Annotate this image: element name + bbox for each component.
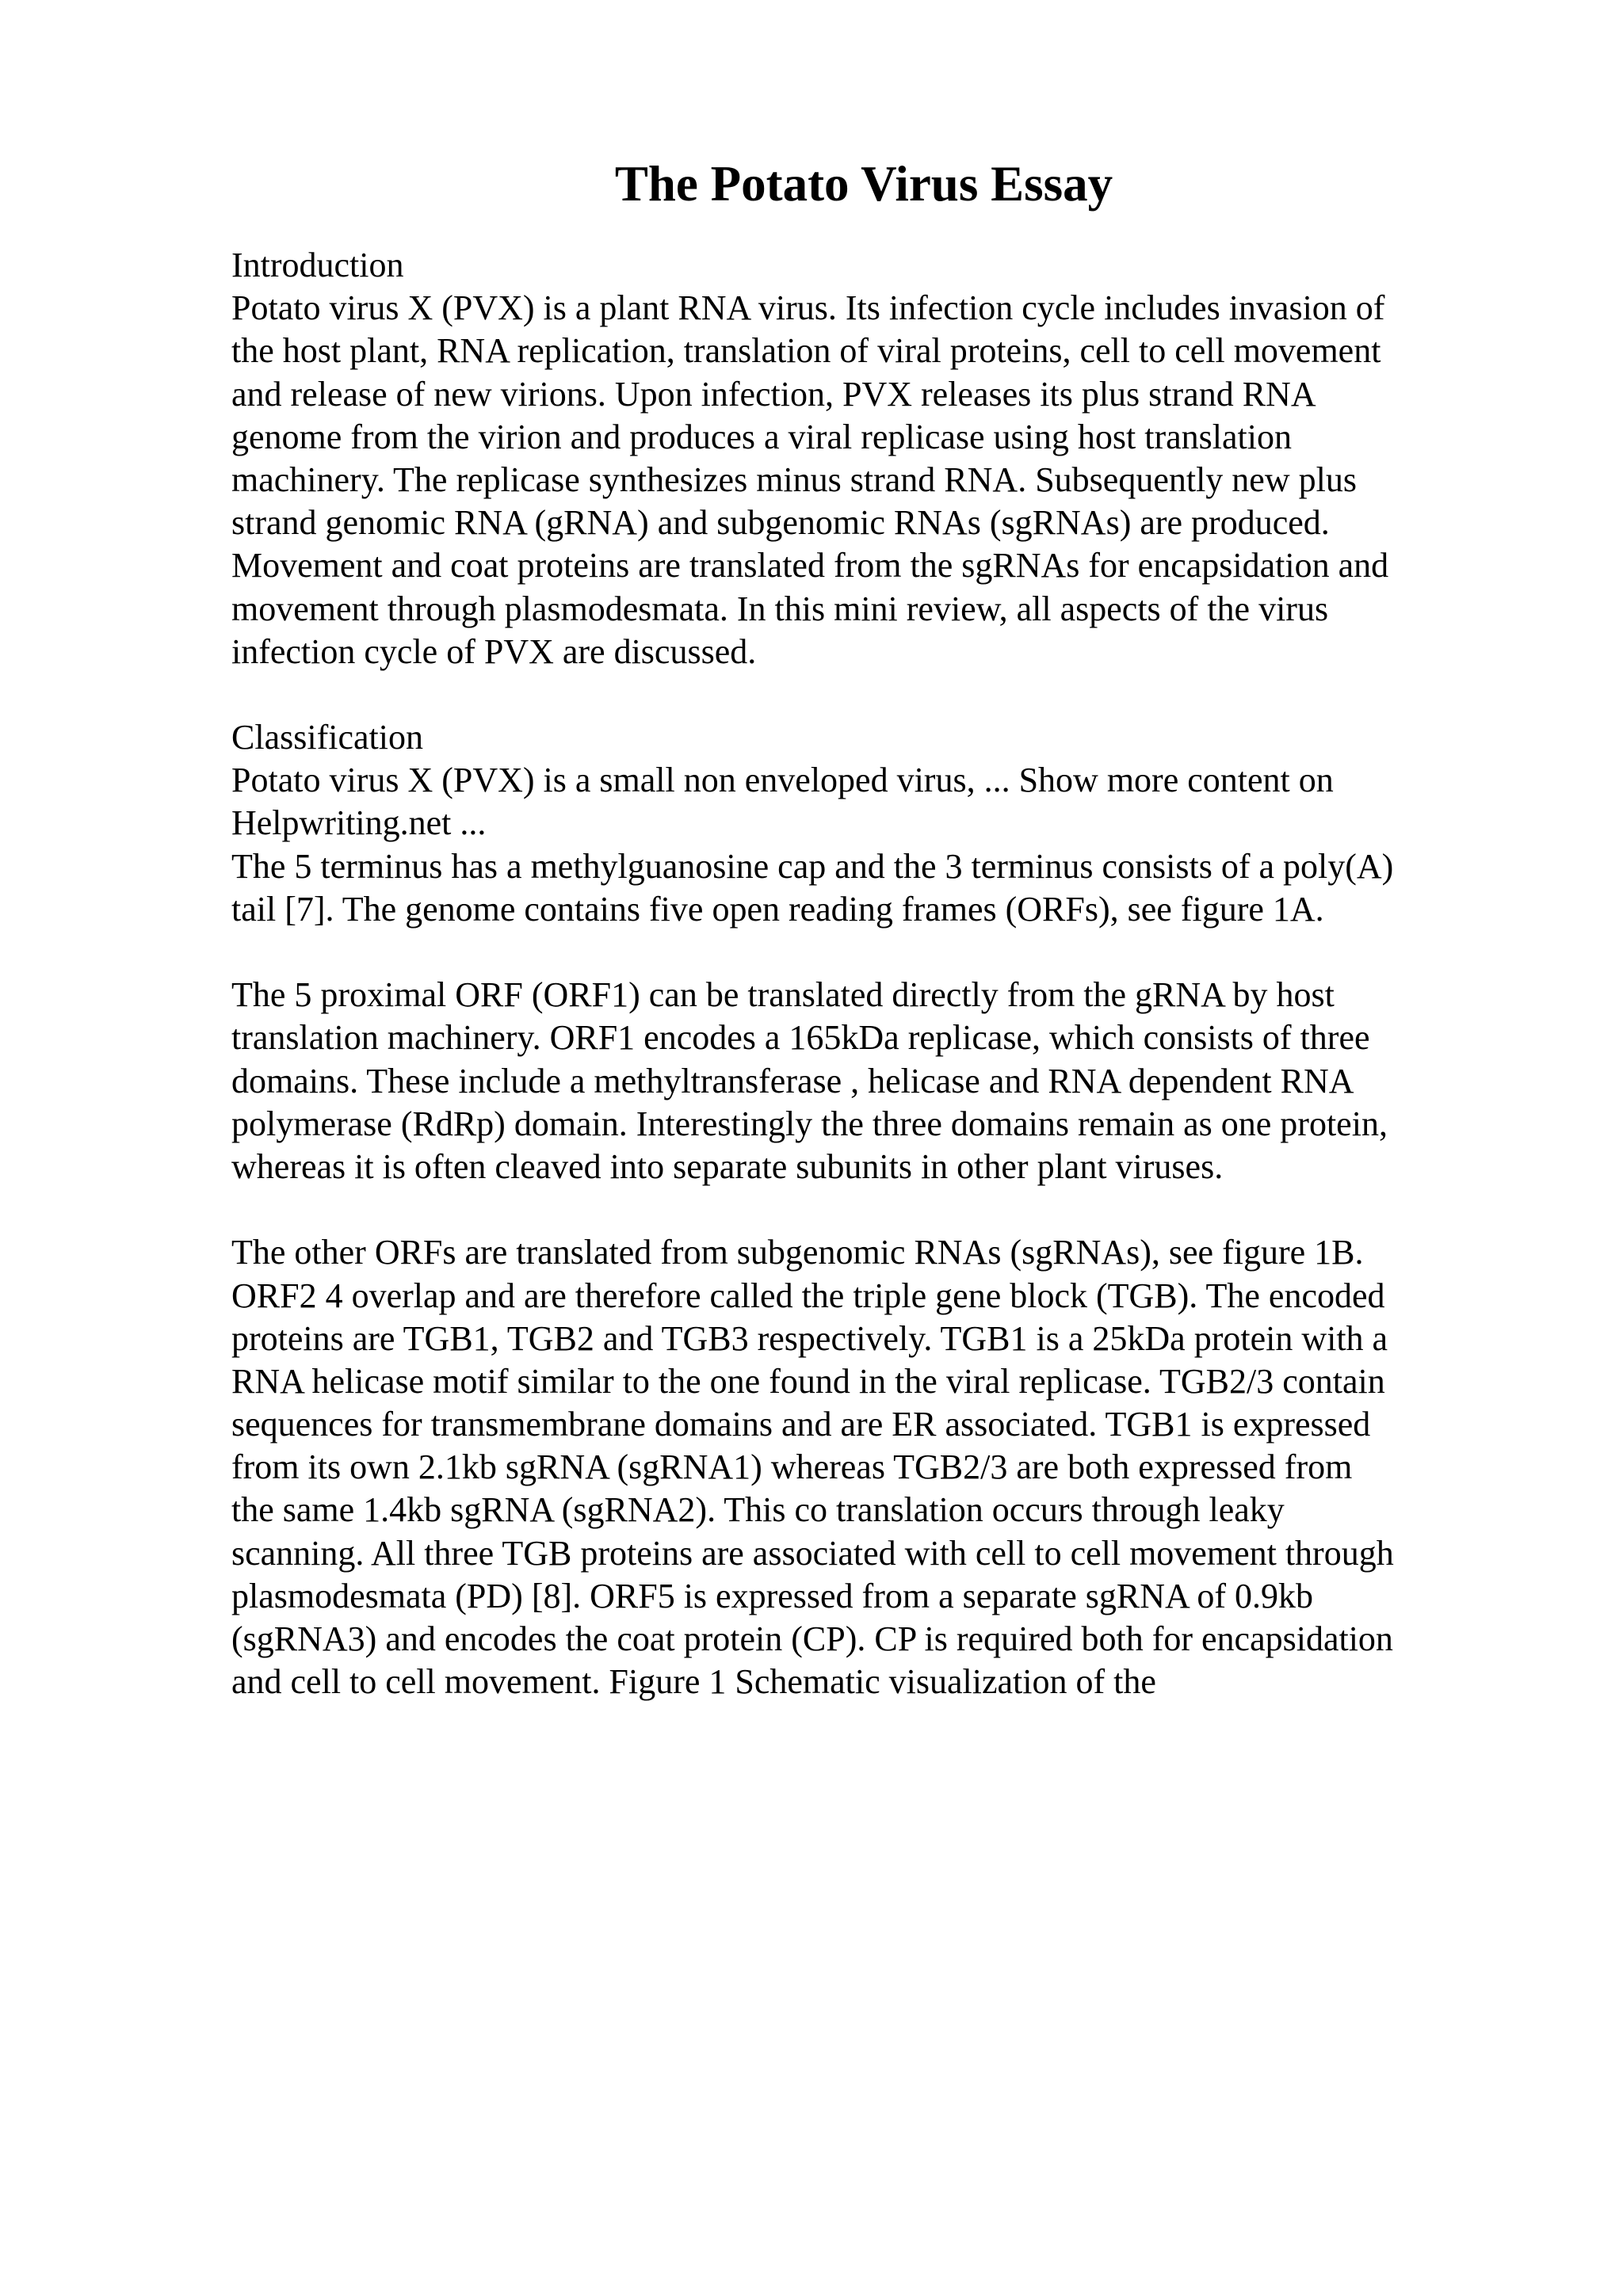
text-line: and cell to cell movement. Figure 1 Schematic visualization of the xyxy=(231,1662,1156,1702)
text-line: tail [7]. The genome contains five open reading frames (ORFs), see figure 1A. xyxy=(231,889,1324,929)
text-line: infection cycle of PVX are discussed. xyxy=(231,631,757,671)
text-line: Movement and coat proteins are translated from the sgRNAs for encapsidation and xyxy=(231,546,1389,585)
text-line: domains. These include a methyltransferase , helicase and RNA dependent RNA xyxy=(231,1061,1354,1100)
document-title: The Potato Virus Essay xyxy=(614,156,1113,212)
text-line: The 5 terminus has a methylguanosine cap and the 3 terminus consists of a poly(A) xyxy=(231,846,1394,886)
section-heading: Introduction xyxy=(231,246,404,284)
paragraph-spacer xyxy=(231,931,1499,974)
text-line: plasmodesmata (PD) [8]. ORF5 is expressed from a separate sgRNA of 0.9kb xyxy=(231,1576,1313,1615)
text-line: Potato virus X (PVX) is a small non enveloped virus, ... Show more content on xyxy=(231,761,1334,800)
text-line: translation machinery. ORF1 encodes a 165kDa replicase, which consists of three xyxy=(231,1018,1370,1058)
text-line: (sgRNA3) and encodes the coat protein (CP). CP is required both for encapsidation xyxy=(231,1619,1393,1658)
text-line: the same 1.4kb sgRNA (sgRNA2). This co translation occurs through leaky xyxy=(231,1490,1285,1530)
text-line: scanning. All three TGB proteins are associated with cell to cell movement through xyxy=(231,1533,1394,1573)
paragraph-orf1 xyxy=(231,974,1499,1188)
text-line: sequences for transmembrane domains and are ER associated. TGB1 is expressed xyxy=(231,1405,1371,1444)
text-line: strand genomic RNA (gRNA) and subgenomic RNAs (sgRNAs) are produced. xyxy=(231,503,1330,543)
text-line: Helpwriting.net ... xyxy=(231,803,487,843)
text-line: RNA helicase motif similar to the one found in the viral replicase. TGB2/3 contain xyxy=(231,1361,1385,1401)
section-heading: Classification xyxy=(231,718,423,757)
text-line: machinery. The replicase synthesizes minus strand RNA. Subsequently new plus xyxy=(231,460,1357,499)
text-line: The other ORFs are translated from subgenomic RNAs (sgRNAs), see figure 1B. xyxy=(231,1233,1364,1272)
paragraph-other-orfs xyxy=(231,1231,1499,1703)
text-line: polymerase (RdRp) domain. Interestingly the three domains remain as one protein, xyxy=(231,1104,1388,1143)
paragraph-spacer xyxy=(231,1188,1499,1231)
text-line: from its own 2.1kb sgRNA (sgRNA1) whereas TGB2/3 are both expressed from xyxy=(231,1447,1353,1487)
paragraph-spacer xyxy=(231,673,1499,716)
text-line: and release of new virions. Upon infection, PVX releases its plus strand RNA xyxy=(231,374,1316,414)
text-line: The 5 proximal ORF (ORF1) can be translated directly from the gRNA by host xyxy=(231,975,1335,1015)
text-line: whereas it is often cleaved into separate subunits in other plant viruses. xyxy=(231,1146,1224,1186)
text-line: the host plant, RNA replication, translation of viral proteins, cell to cell movement xyxy=(231,331,1381,371)
section-classification xyxy=(231,716,1499,931)
text-line: proteins are TGB1, TGB2 and TGB3 respectively. TGB1 is a 25kDa protein with a xyxy=(231,1318,1388,1358)
section-introduction xyxy=(231,244,1499,673)
text-line: Potato virus X (PVX) is a plant RNA virus. Its infection cycle includes invasion of xyxy=(231,288,1385,328)
text-line: genome from the virion and produces a viral replicase using host translation xyxy=(231,417,1292,456)
text-line: ORF2 4 overlap and are therefore called the triple gene block (TGB). The encoded xyxy=(231,1276,1385,1315)
document-body xyxy=(231,244,1499,1703)
text-line: movement through plasmodesmata. In this mini review, all aspects of the virus xyxy=(231,589,1329,628)
